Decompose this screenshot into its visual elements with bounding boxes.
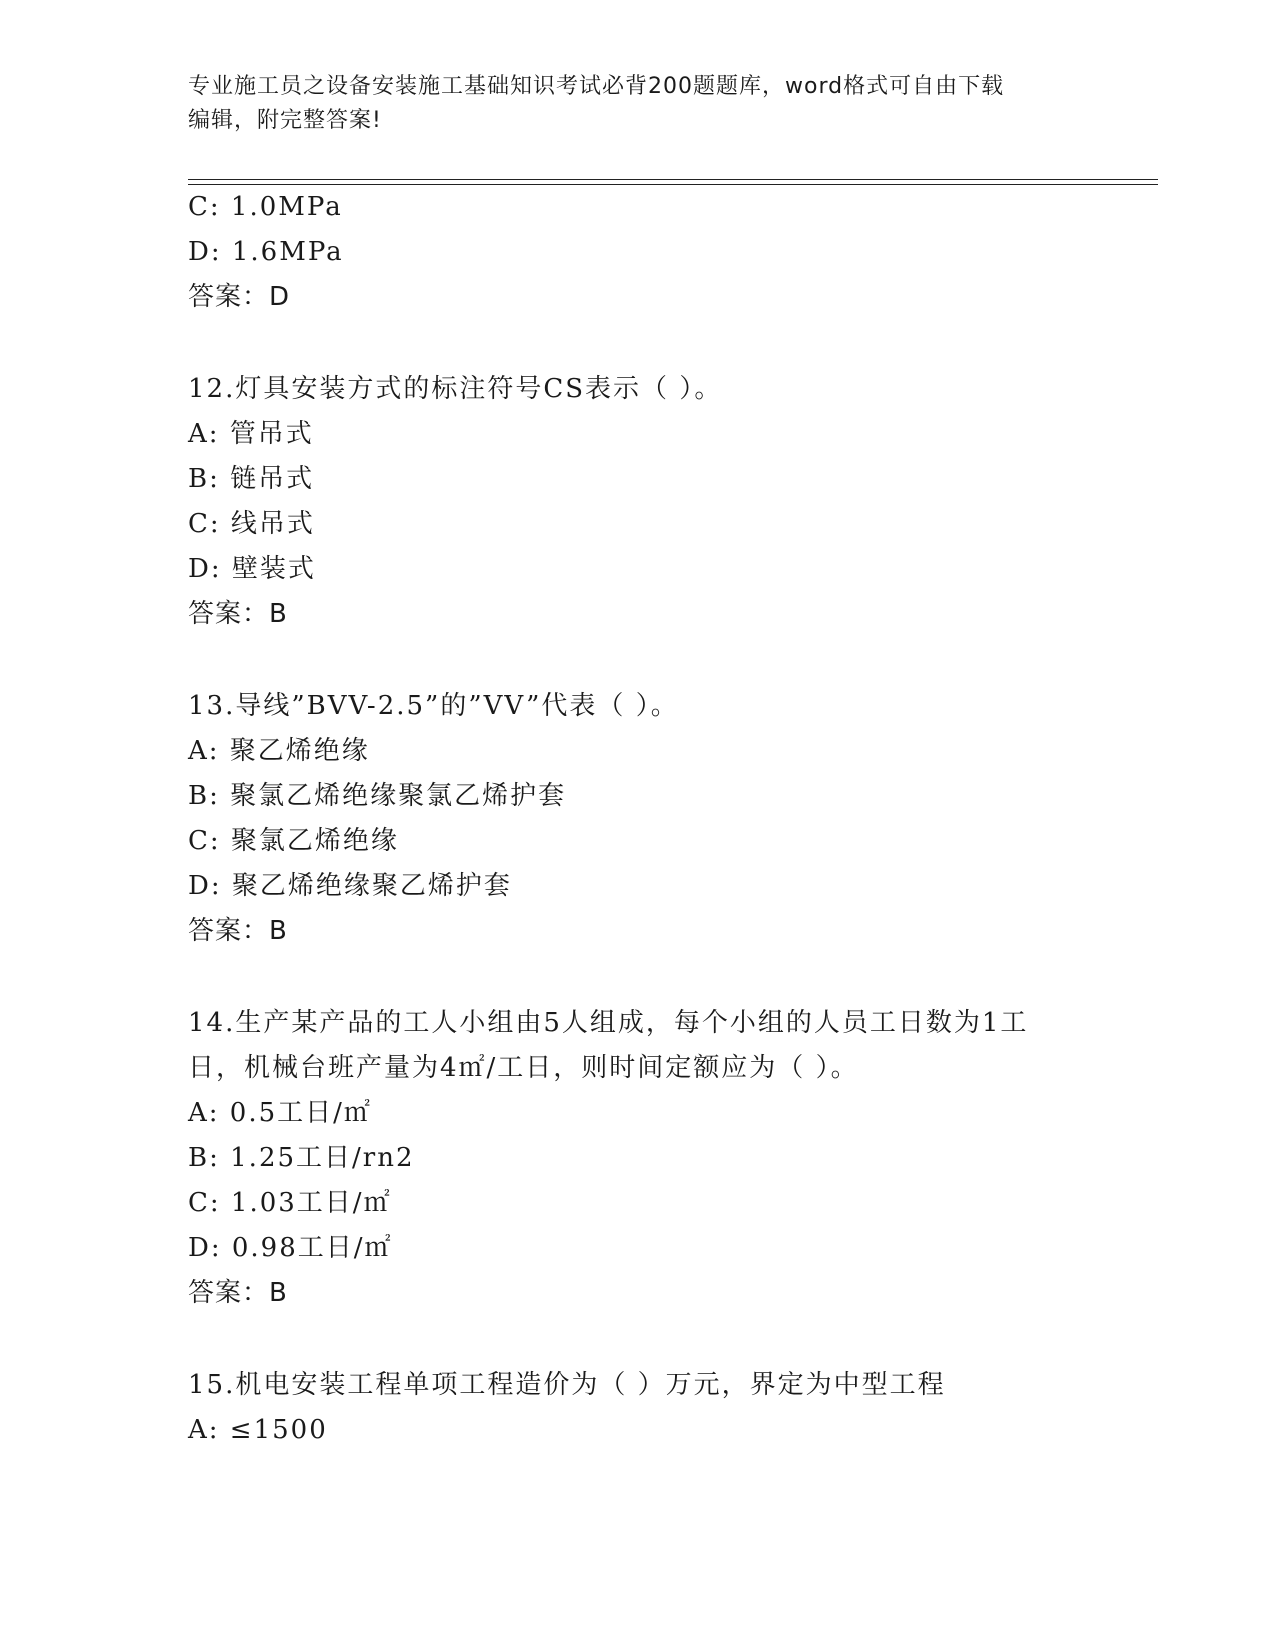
- answer-label: 答案：D: [188, 282, 291, 312]
- option-c: C: 1.0MPa: [188, 192, 343, 222]
- header-divider-bottom: [188, 184, 1158, 185]
- header-title-line-2: 编辑，附完整答案!: [188, 108, 382, 133]
- question-15-stem: 15.机电安装工程单项工程造价为（ ）万元，界定为中型工程: [188, 1370, 946, 1400]
- question-13-option-b: B: 聚氯乙烯绝缘聚氯乙烯护套: [188, 781, 567, 811]
- question-14-option-b: B: 1.25工日/rn2: [188, 1143, 415, 1173]
- question-13-option-d: D: 聚乙烯绝缘聚乙烯护套: [188, 871, 512, 901]
- question-12-option-a: A: 管吊式: [188, 419, 314, 449]
- question-14-stem-line-2: 日，机械台班产量为4㎡/工日，则时间定额应为（ ）。: [188, 1053, 859, 1083]
- question-14-stem-line-1: 14.生产某产品的工人小组由5人组成，每个小组的人员工日数为1工: [188, 1008, 1029, 1038]
- question-14-option-a: A: 0.5工日/㎡: [188, 1098, 372, 1128]
- question-12-answer: 答案：B: [188, 599, 288, 629]
- question-14-answer: 答案：B: [188, 1278, 288, 1308]
- question-14-option-d: D: 0.98工日/㎡: [188, 1233, 393, 1263]
- question-13-answer: 答案：B: [188, 916, 288, 946]
- question-15-option-a: A: ≤1500: [188, 1415, 328, 1445]
- header-title-line-1: 专业施工员之设备安装施工基础知识考试必背200题题库，word格式可自由下载: [188, 74, 1005, 99]
- question-12-option-b: B: 链吊式: [188, 464, 315, 494]
- header-divider-top: [188, 179, 1158, 180]
- question-12-stem: 12.灯具安装方式的标注符号CS表示（ ）。: [188, 374, 723, 404]
- question-13-option-a: A: 聚乙烯绝缘: [188, 736, 370, 766]
- question-14-option-c: C: 1.03工日/㎡: [188, 1188, 392, 1218]
- question-12-option-c: C: 线吊式: [188, 509, 315, 539]
- question-13-option-c: C: 聚氯乙烯绝缘: [188, 826, 399, 856]
- option-d: D: 1.6MPa: [188, 237, 344, 267]
- question-12-option-d: D: 壁装式: [188, 554, 316, 584]
- question-13-stem: 13.导线”BVV-2.5”的”VV”代表（ ）。: [188, 691, 679, 721]
- page-header: [188, 70, 1088, 138]
